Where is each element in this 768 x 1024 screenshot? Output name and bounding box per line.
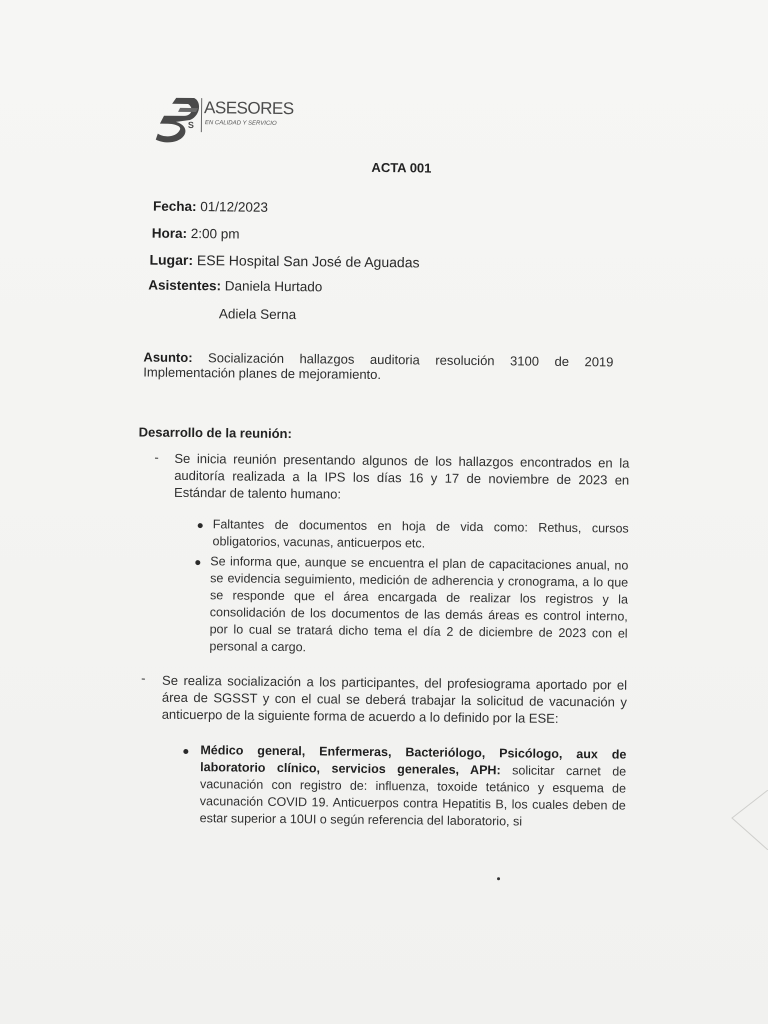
desarrollo-item-2: Se realiza socialización a los participantes, del profesiograma aportado por el área de SGSST y con el cual se deberá trabajar la solicitud de vacunación y anticuerpo de la siguiente forma de acuerdo a lo definido por la ESE: bbox=[161, 672, 628, 726]
hora-value: 2:00 pm bbox=[190, 226, 240, 242]
hora-field bbox=[152, 226, 240, 242]
company-logo bbox=[154, 94, 305, 152]
logo-divider bbox=[201, 98, 202, 132]
bullet-dot bbox=[183, 749, 188, 754]
asistentes-field bbox=[148, 278, 322, 295]
dash-marker: - bbox=[141, 670, 146, 686]
lugar-value: ESE Hospital San José de Aguadas bbox=[196, 252, 420, 271]
bullet-item-1: Faltantes de documentos en hoja de vida como: Rethus, cursos obligatorios, vacunas, anticuerpos etc. bbox=[212, 517, 629, 551]
asunto-word: auditoria bbox=[369, 351, 420, 368]
bullet-item-3-rest: solicitar carnet de vacunación con registro de: influenza, toxoide tetánico y esquema de vacunación COVID 19. Anticuerpos contra Hepatitis B, los cuales deben de estar superior a 10UI o según referencia del laboratorio, si bbox=[199, 763, 627, 829]
asunto-word: 3100 bbox=[510, 353, 540, 369]
desarrollo-title: Desarrollo de la reunión: bbox=[138, 424, 292, 442]
asunto-label: Asunto: bbox=[143, 349, 193, 366]
document-title: ACTA 001 bbox=[371, 159, 432, 176]
hora-label: Hora: bbox=[151, 225, 188, 241]
lugar-label: Lugar: bbox=[149, 251, 194, 269]
asunto-word: Socialización bbox=[208, 350, 285, 366]
bullet-dot bbox=[195, 560, 200, 565]
fecha-label: Fecha: bbox=[152, 198, 197, 215]
asistente-1: Daniela Hurtado bbox=[224, 278, 323, 295]
desarrollo-item-1: Se inicia reunión presentando algunos de los hallazgos encontrados en la auditoría realizada a la IPS los días 16 y 17 de noviembre de 2023 en Estándar de talento humano: bbox=[173, 450, 630, 502]
svg-text:S: S bbox=[187, 119, 194, 131]
asunto-word: de bbox=[554, 353, 570, 369]
logo-mark-icon bbox=[154, 94, 203, 144]
scan-speck bbox=[497, 877, 500, 880]
fecha-field bbox=[153, 199, 268, 215]
asunto-word: resolución bbox=[435, 352, 495, 369]
bullet-item-2: Se informa que, aunque se encuentra el plan de capacitaciones anual, no se evidencia seguimiento, medición de adherencia y cronograma, a lo que se responde que el área encargada de realizar los registros y la consolidación de los documentos de las demás áreas es control interno, por lo cual se tratará dicho tema el día 2 de diciembre de 2023 con el personal a cargo. bbox=[209, 554, 629, 655]
asunto-word: 2019 bbox=[584, 354, 614, 370]
bullet-item-3 bbox=[200, 742, 627, 831]
lugar-field bbox=[149, 252, 419, 271]
bullet-dot bbox=[198, 523, 203, 528]
asunto-line-2: Implementación planes de mejoramiento. bbox=[143, 364, 382, 383]
logo-subtitle: EN CALIDAD Y SERVICIO bbox=[204, 120, 277, 127]
asunto-block bbox=[143, 350, 613, 385]
dash-marker: - bbox=[154, 449, 159, 465]
page-fold-icon bbox=[728, 790, 768, 850]
asistentes-label: Asistentes: bbox=[148, 277, 222, 294]
logo-text: ASESORES bbox=[203, 98, 294, 119]
fecha-value: 01/12/2023 bbox=[200, 199, 268, 215]
bullet-item-3-bold: Médico general, Enfermeras, Bacteriólogo, Psicólogo, aux de laboratorio clínico, servicios generales, APH: bbox=[200, 743, 627, 778]
asistente-2: Adiela Serna bbox=[218, 306, 297, 323]
asunto-word: hallazgos bbox=[299, 351, 355, 367]
